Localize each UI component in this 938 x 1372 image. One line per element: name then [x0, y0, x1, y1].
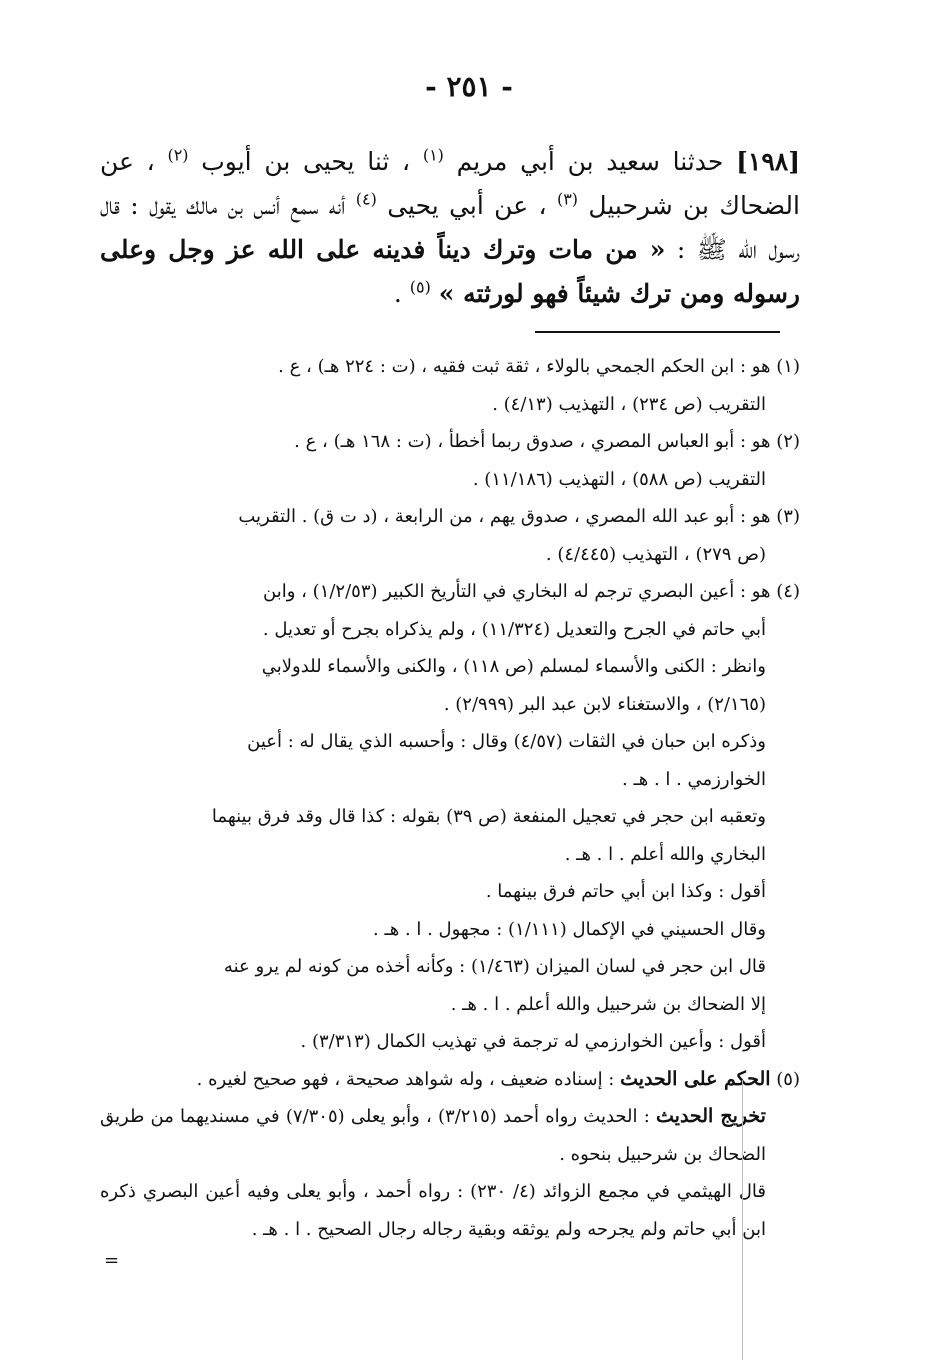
footnote-heading: تخريج الحديث — [656, 1105, 766, 1127]
footnote-line: وتعقبه ابن حجر في تعجيل المنفعة (ص ٣٩) بقوله : كذا قال وقد فرق بينهما — [211, 806, 766, 827]
footnote-ref: (٤) — [355, 189, 377, 209]
footnote-line: أقول : وكذا ابن أبي حاتم فرق بينهما . — [485, 881, 766, 902]
hadith-matn: « من مات وترك ديناً فدينه على الله عز وجل وعلى رسوله ومن ترك شيئاً فهو لورثته » — [100, 235, 800, 308]
footnote-heading: الحكم على الحديث — [620, 1067, 771, 1090]
footnote-line: الخوارزمي . ا . هـ . — [622, 768, 766, 790]
footnote-ref: (٢) — [167, 145, 189, 165]
isnad-part: حدثنا سعيد بن أبي مريم — [456, 147, 724, 176]
footnotes — [100, 348, 800, 1248]
footnote-line: قال ابن حجر في لسان الميزان (١/٤٦٣) : وكأنه أخذه من كونه لم يرو عنه — [223, 956, 766, 977]
margin-rule — [742, 1080, 743, 1360]
footnote-ref: (٣) — [556, 189, 579, 209]
footnote-line: أقول : وأعين الخوارزمي له ترجمة في تهذيب الكمال (٣/٣١٣) . — [300, 1031, 766, 1052]
footnote-divider — [535, 331, 780, 333]
isnad-part: ، عن الضحاك بن شرحبيل — [100, 147, 800, 220]
footnote-text: : الحديث رواه أحمد (٣/٢١٥) ، وأبو يعلى (٧/٣٠٥) في مسنديهما من طريق الضحاك بن شرحبيل بنحوه . — [100, 1106, 766, 1165]
end-mark: . — [393, 279, 402, 308]
footnote-line: (٣) هو : أبو عبد الله المصري ، صدوق يهم ، من الرابعة ، (د ت ق) . التقريب — [238, 506, 800, 527]
footnote-line: التقريب (ص ٥٨٨) ، التهذيب (١١/١٨٦) . — [472, 468, 766, 490]
footnote-ref: (٥) — [409, 277, 431, 297]
footnote-line: وذكره ابن حبان في الثقات (٤/٥٧) وقال : وأحسبه الذي يقال له : أعين — [247, 731, 766, 752]
footnote-ref: (١) — [422, 145, 444, 165]
footnote-line: (٤) هو : أعين البصري ترجم له البخاري في التأريخ الكبير (١/٢/٥٣) ، وابن — [263, 581, 800, 602]
footnote-line: أبي حاتم في الجرح والتعديل (١١/٣٢٤) ، ولم يذكراه بجرح أو تعديل . — [262, 618, 766, 640]
footnote-line: (١) هو : ابن الحكم الجمحي بالولاء ، ثقة ثبت فقيه ، (ت : ٢٢٤ هـ) ، ع . — [278, 356, 800, 377]
isnad-part: ، عن أبي يحيى — [387, 191, 547, 220]
hadith-text — [100, 140, 800, 316]
continuation-mark: = — [104, 1250, 120, 1271]
footnote-line: إلا الضحاك بن شرحبيل والله أعلم . ا . هـ . — [450, 993, 766, 1015]
footnote-line: وانظر : الكنى والأسماء لمسلم (ص ١١٨) ، والكنى والأسماء للدولابي — [261, 656, 766, 677]
footnote-text: قال الهيثمي في مجمع الزوائد (٤/ ٢٣٠) : رواه أحمد ، وأبو يعلى وفيه أعين البصري ذكره ابن أبي حاتم ولم يجرحه ولم يوثقه وبقية رجاله رجال الصحيح . ا . هـ . — [100, 1181, 766, 1240]
footnote-line: (ص ٢٧٩) ، التهذيب (٤/٤٤٥) . — [545, 543, 766, 565]
footnote-line: (٢/١٦٥) ، والاستغناء لابن عبد البر (٢/٩٩٩) . — [443, 693, 766, 715]
isnad-part: أنه سمع أنس بن مالك يقول : قال رسول الله ﷺ : — [100, 191, 800, 264]
footnote-5 — [100, 1061, 800, 1099]
footnote-text: : إسناده ضعيف ، وله شواهد صحيحة ، فهو صحيح لغيره . — [196, 1068, 615, 1090]
footnote-number: (٥) — [776, 1068, 800, 1090]
footnote-line: البخاري والله أعلم . ا . هـ . — [564, 843, 766, 865]
page-number: - ٢٥١ - — [425, 70, 513, 103]
hadith-number: [١٩٨] — [736, 147, 801, 176]
footnote-line: (٢) هو : أبو العباس المصري ، صدوق ربما أخطأ ، (ت : ١٦٨ هـ) ، ع . — [294, 431, 800, 452]
footnote-line: التقريب (ص ٢٣٤) ، التهذيب (٤/١٣) . — [492, 393, 766, 415]
footnote-paragraph — [100, 1098, 800, 1173]
footnote-line: وقال الحسيني في الإكمال (١/١١١) : مجهول . ا . هـ . — [373, 918, 766, 940]
isnad-part: ، ثنا يحيى بن أيوب — [201, 147, 411, 176]
